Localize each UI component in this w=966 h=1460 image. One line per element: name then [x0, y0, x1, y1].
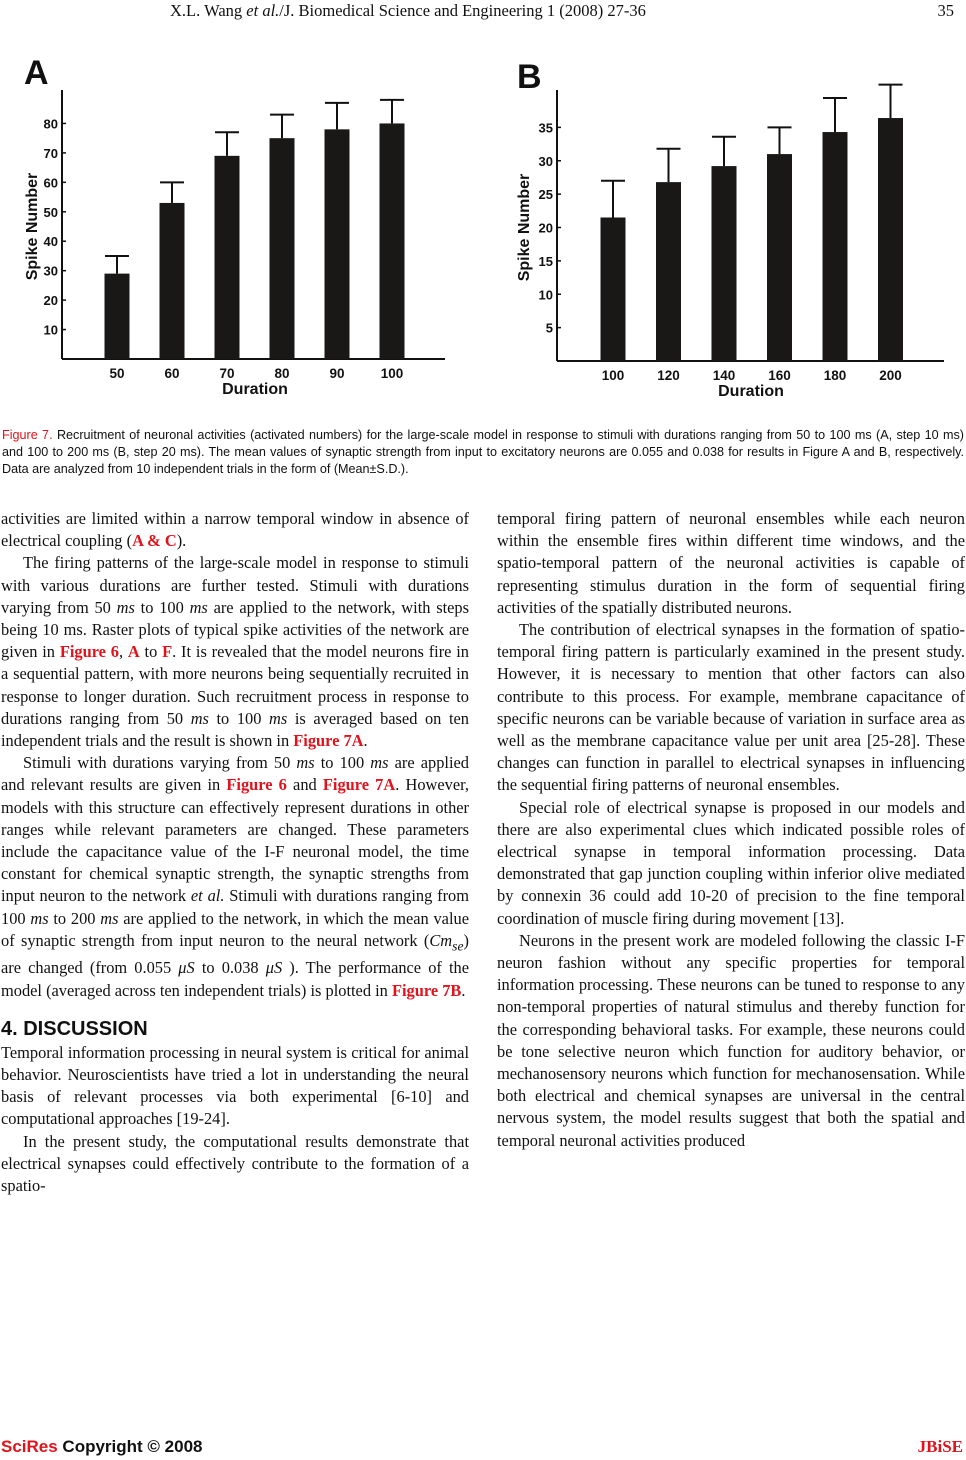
- x-tick-label: 60: [164, 366, 180, 381]
- page-header: [0, 0, 966, 22]
- bar: [380, 123, 405, 359]
- ref-link-figure-7a[interactable]: Figure 7A: [322, 775, 396, 795]
- ref-link-a-c[interactable]: A & C: [132, 531, 177, 551]
- ref-link-figure-6[interactable]: Figure 6: [226, 775, 287, 795]
- y-tick-label: 50: [43, 204, 58, 220]
- y-tick-label: 10: [43, 322, 58, 338]
- page-number: 35: [937, 1, 954, 20]
- x-tick-label: 100: [380, 366, 404, 381]
- x-tick-label: 100: [601, 368, 625, 383]
- paragraph: Neurons in the present work are modeled following the classic I-F neuron fashion without any specific properties for temporal information processing. These neurons can be tuned to response to any non-temporal properties of natural stimulus and thereby function for the corresponding behavioral tasks. For example, these neurons could be tone selective neuron which function for auditory behavior, or mechanosensory neurons which function for mechanosensation. While both electrical and chemical synapses are universal in the central nervous system, the model results suggest that both the spatial and temporal neuronal activities produced: [497, 930, 965, 1150]
- bar: [601, 217, 626, 361]
- x-tick-label: 180: [823, 368, 847, 383]
- x-axis-label: Duration: [222, 381, 288, 398]
- bar-chart-a: [0, 80, 480, 400]
- y-tick-label: 35: [538, 120, 553, 136]
- y-axis-label: Spike Number: [24, 172, 41, 281]
- section-heading: 4. DISCUSSION: [1, 1017, 148, 1040]
- panel-label-b: B: [517, 58, 542, 96]
- x-tick-label: 50: [109, 366, 125, 381]
- panel-label-a: A: [24, 54, 49, 92]
- x-tick-label: 140: [712, 368, 736, 383]
- ref-link-figure-6[interactable]: Figure 6: [59, 642, 119, 662]
- ref-link-figure-7a[interactable]: Figure 7A: [293, 731, 364, 751]
- bar-chart-b: [490, 80, 966, 405]
- caption-text: Recruitment of neuronal activities (activated numbers) for the large-scale model in response to stimuli with durations ranging from 50 to 100 ms (A, step 10 ms) and 100 to 200 ms (B, step 20 ms). The mean values of synaptic strength from input to excitatory neurons are 0.055 and 0.038 for results in Figure A and B, respectively. Data are analyzed from 10 independent trials in the form of (Mean±S.D.).: [2, 428, 965, 476]
- right-column: [497, 508, 965, 1152]
- x-tick-label: 90: [329, 366, 345, 381]
- y-tick-label: 20: [538, 220, 553, 236]
- paragraph: In the present study, the computational results demonstrate that electrical synapses could effectively contribute to the formation of a spatio-: [1, 1131, 469, 1195]
- x-tick-label: 200: [879, 368, 902, 383]
- x-tick-label: 70: [219, 366, 235, 381]
- bar: [270, 138, 295, 359]
- paragraph: Special role of electrical synapse is proposed in our models and there are also experimental clues which indicated possible roles of electrical synapse in temporal information processing. Data demonstrated that gap junction coupling within inferior olive mediated by connexin 36 could add 10-20 of precision to the fine temporal coordination of muscle firing during movement [13].: [497, 797, 965, 928]
- publisher-brand: SciRes: [1, 1437, 58, 1456]
- x-tick-label: 80: [274, 366, 290, 381]
- figure-label: Figure 7.: [2, 428, 53, 442]
- paragraph: The contribution of electrical synapses in the formation of spatio-temporal firing pattern is particularly examined in the present study. However, it is necessary to mention that other factors can also contribute to this process. For example, membrane capacitance of specific neurons can be variable because of variation in surface area as well as the membrane capacitance value per unit area [25-28]. These changes can function in parallel to electrical synapses in influencing the sequential firing patterns of neuronal ensembles.: [497, 620, 965, 795]
- left-column: [1, 508, 469, 1197]
- bar: [105, 274, 130, 359]
- y-tick-label: 20: [43, 293, 58, 309]
- footer-journal: JBiSE: [917, 1437, 963, 1456]
- running-title: X.L. Wang et al./J. Biomedical Science and Engineering 1 (2008) 27-36: [170, 1, 646, 20]
- ref-link-figure-7b[interactable]: Figure 7B: [391, 980, 462, 1000]
- paragraph: activities are limited within a narrow temporal window in absence of electrical coupling (A & C).: [1, 509, 469, 551]
- paragraph: Stimuli with durations varying from 50 ms to 100 ms are applied and relevant results are given in Figure 6 and Figure 7A. However, models with this structure can effectively represent durations in other ranges while relevant parameters are changed. These parameters include the capacitance value of the I-F neuronal model, the time constant for chemical synaptic strength, the synaptic strengths from input neuron to the network et al. Stimuli with durations ranging from 100 ms to 200 ms are applied to the network, in which the mean value of synaptic strength from input neuron to the neural network $(Cm_{se})$ are changed (from 0.055 μS to 0.038 μS ). The performance of the model (averaged across ten independent trials) is plotted in Figure 7B.: [1, 753, 470, 1000]
- ref-link-f[interactable]: F: [162, 642, 173, 662]
- y-tick-label: 60: [43, 175, 58, 191]
- y-tick-label: 25: [538, 187, 553, 203]
- bar: [215, 156, 240, 359]
- footer-copyright: SciRes Copyright © 2008: [1, 1437, 203, 1456]
- bar: [325, 129, 350, 359]
- y-axis-label: Spike Number: [516, 173, 533, 282]
- bar: [878, 118, 903, 361]
- paragraph: Temporal information processing in neural system is critical for animal behavior. Neuroscientists have tried a lot in understanding the neural basis of relevant processes via both experimental [6-10] and computational approaches [19-24].: [1, 1042, 469, 1129]
- bar: [712, 166, 737, 361]
- y-tick-label: 5: [545, 320, 553, 336]
- paragraph: temporal firing pattern of neuronal ensembles while each neuron within the ensemble fires within different time windows, and the spatio-temporal pattern of the neuronal activities is capable of representing stimulus duration in the form of sequential firing activities of the spatially distributed neurons.: [497, 509, 965, 617]
- y-tick-label: 30: [43, 263, 58, 279]
- y-tick-label: 15: [538, 253, 553, 269]
- bar: [656, 182, 681, 361]
- ref-link-a[interactable]: A: [127, 642, 140, 662]
- bar: [160, 203, 185, 359]
- figure-caption: [2, 427, 964, 478]
- x-axis-label: Duration: [718, 383, 784, 400]
- y-tick-label: 80: [43, 116, 58, 132]
- y-tick-label: 70: [43, 145, 58, 161]
- y-tick-label: 40: [43, 234, 58, 250]
- y-tick-label: 30: [538, 153, 553, 169]
- bar: [823, 132, 848, 361]
- x-tick-label: 160: [768, 368, 791, 383]
- y-tick-label: 10: [538, 287, 553, 303]
- bar: [767, 154, 792, 361]
- x-tick-label: 120: [657, 368, 680, 383]
- paragraph: The firing patterns of the large-scale model in response to stimuli with various durations are further tested. Stimuli with durations varying from 50 ms to 100 ms are applied to the network, with steps being 10 ms. Raster plots of typical spike activities of the network are given in Figure 6, A to F. It is revealed that the model neurons fire in a sequential pattern, with more neurons being sequentially recruited in response to longer duration. Such recruitment process in response to durations ranging from 50 ms to 100 ms is averaged based on ten independent trials and the result is shown in Figure 7A.: [1, 553, 470, 751]
